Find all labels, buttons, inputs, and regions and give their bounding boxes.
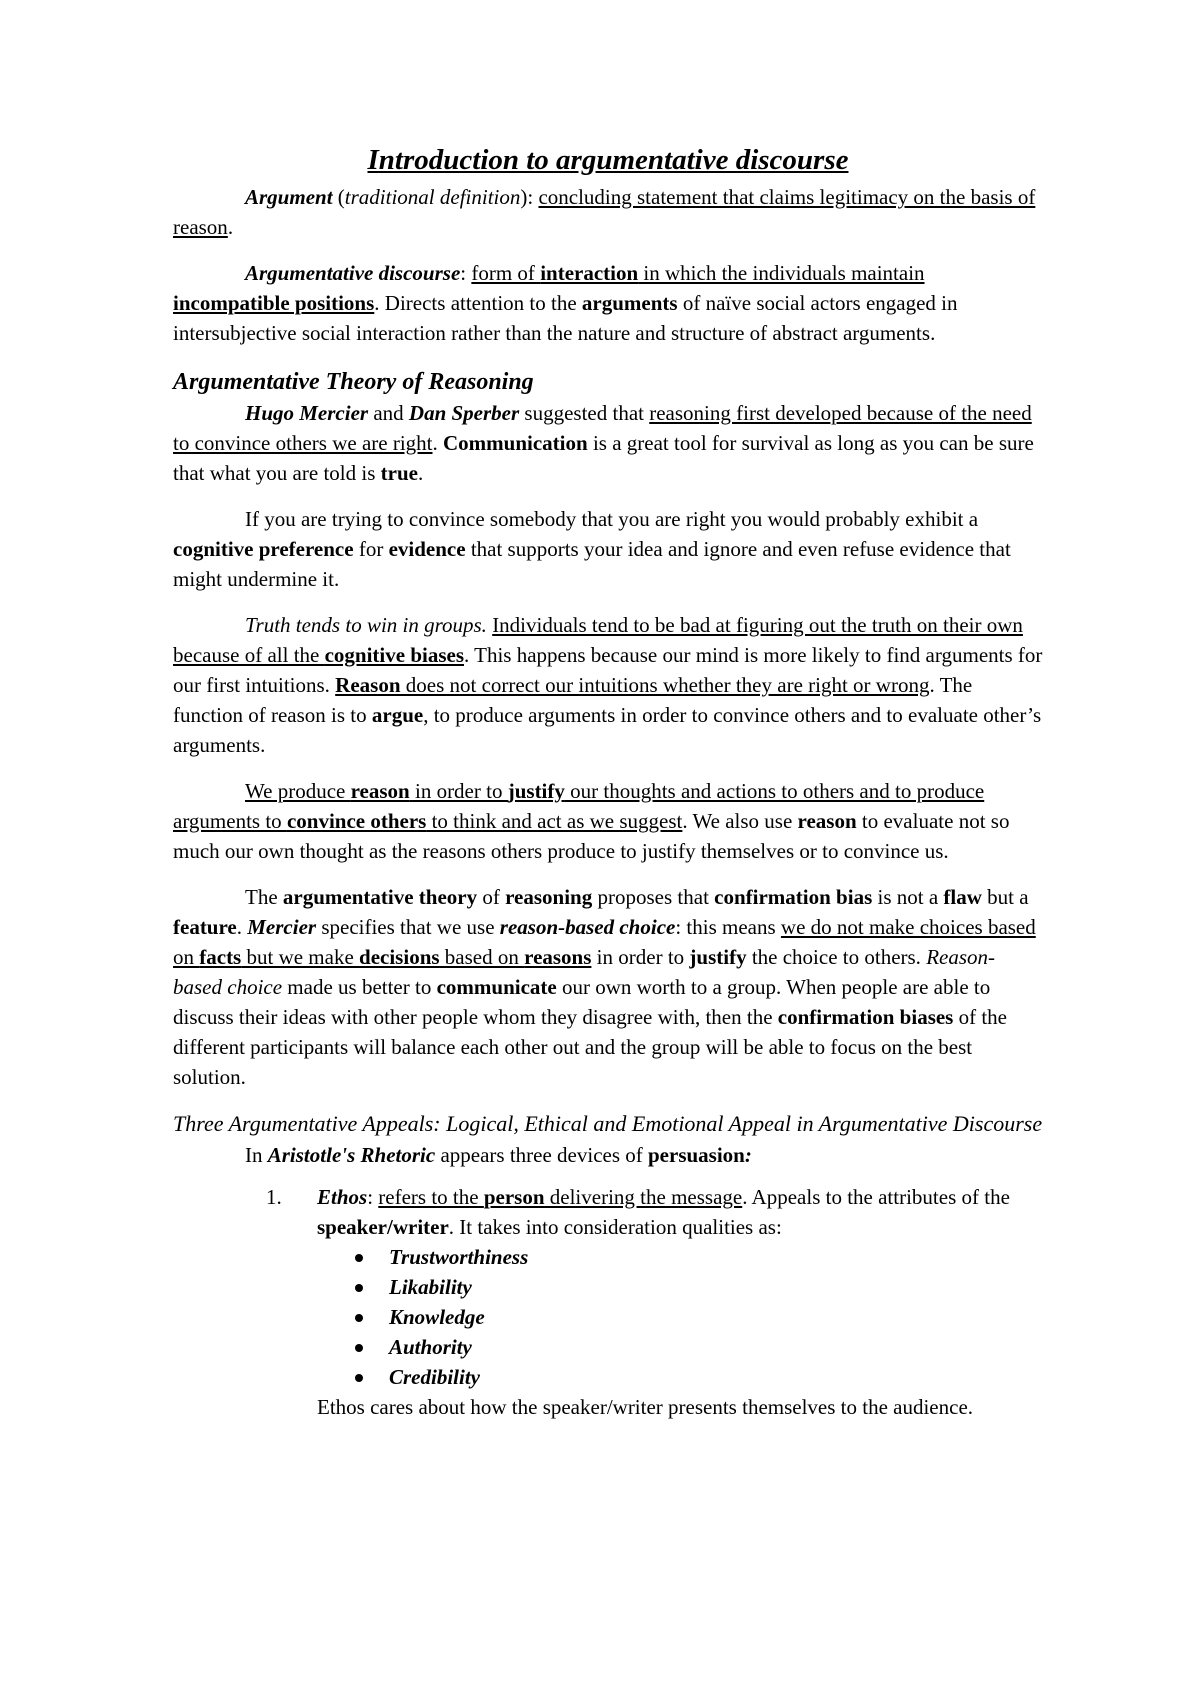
ethos-summary: Ethos cares about how the speaker/writer presents themselves to the audience. — [317, 1395, 974, 1419]
paragraph-confirmation-bias: The argumentative theory of reasoning proposes that confirmation bias is not a flaw but a feature. Mercier specifies that we use reason-based choice: this means we do not make choices based on facts but we make decisions based on reasons in order to justify the choice to others. Reason-based choice made us better to communicate our own worth to a group. When people are able to discuss their ideas with other people whom they disagree with, then the confirmation biases of the different participants will balance each other out and the group will be able to focus on the best solution. — [173, 885, 1036, 1089]
bullet-icon — [355, 1254, 363, 1262]
list-number: 1. — [266, 1185, 282, 1209]
list-item: Knowledge — [317, 1302, 1043, 1332]
paragraph-argumentative-discourse: Argumentative discourse: form of interaction in which the individuals maintain incompatible positions. Directs attention to the arguments of naïve social actors engaged in intersubjective social interaction rather than the nature and structure of abstract arguments. — [173, 261, 958, 345]
section-heading-theory: Argumentative Theory of Reasoning — [173, 369, 534, 395]
term-argumentative-discourse: Argumentative discourse — [245, 261, 461, 285]
paragraph-cognitive-preference: If you are trying to convince somebody that you are right you would probably exhibit a cognitive preference for evidence that supports your idea and ignore and even refuse evidence that might undermine it. — [173, 507, 1011, 591]
bullet-icon — [355, 1344, 363, 1352]
list-item: Trustworthiness — [317, 1242, 1043, 1272]
document-body — [173, 142, 1043, 1422]
ethos-description: Ethos: refers to the person delivering the message. Appeals to the attributes of the speaker/writer. It takes into consideration qualities as: — [317, 1185, 1010, 1239]
list-item: Credibility — [317, 1362, 1043, 1392]
paragraph-produce-reason: We produce reason in order to justify our thoughts and actions to others and to produce arguments to convince others to think and act as we suggest. We also use reason to evaluate not so much our own thought as the reasons others produce to justify themselves or to convince us. — [173, 779, 1010, 863]
paragraph-argument-definition: Argument (traditional definition): concluding statement that claims legitimacy on the basis of reason. — [173, 185, 1036, 239]
list-item-ethos — [245, 1182, 1043, 1422]
paragraph-mercier-sperber: Hugo Mercier and Dan Sperber suggested that reasoning first developed because of the need to convince others we are right. Communication is a great tool for survival as long as you can be sure that what you are told is true. — [173, 401, 1034, 485]
term-argument: Argument — [245, 185, 333, 209]
bullet-icon — [355, 1374, 363, 1382]
numbered-list — [173, 1182, 1043, 1422]
section-heading-appeals: Three Argumentative Appeals: Logical, Ethical and Emotional Appeal in Argumentative Discourse — [173, 1111, 1043, 1136]
paragraph-truth-groups: Truth tends to win in groups. Individuals tend to be bad at figuring out the truth on their own because of all the cognitive biases. This happens because our mind is more likely to find arguments for our first intuitions. Reason does not correct our intuitions whether they are right or wrong. The function of reason is to argue, to produce arguments in order to convince others and to evaluate other’s arguments. — [173, 613, 1043, 757]
ethos-qualities-list — [317, 1242, 1043, 1392]
bullet-icon — [355, 1284, 363, 1292]
list-item: Authority — [317, 1332, 1043, 1362]
paragraph-aristotle: In Aristotle's Rhetoric appears three devices of persuasion: — [245, 1143, 752, 1167]
page-title: Introduction to argumentative discourse — [367, 144, 849, 176]
list-item: Likability — [317, 1272, 1043, 1302]
bullet-icon — [355, 1314, 363, 1322]
